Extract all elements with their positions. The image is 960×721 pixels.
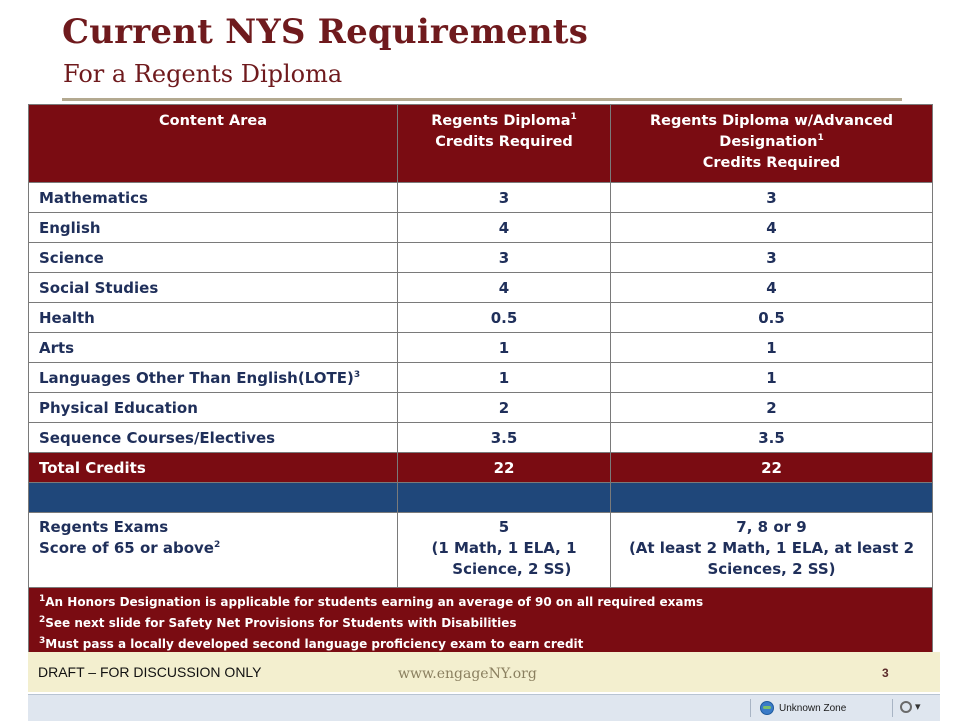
table-row [29,393,933,423]
advanced-credits-cell: 4 [611,213,933,243]
table-row [29,183,933,213]
advanced-credits-cell: 2 [611,393,933,423]
content-area-cell: Health [29,303,398,333]
slide-subtitle: For a Regents Diploma [63,60,343,88]
regents-credits-cell: 3.5 [398,423,611,453]
advanced-credits-cell: 3 [611,183,933,213]
globe-icon [760,701,774,715]
regents-exams-row [29,513,933,588]
total-advanced-value: 22 [611,453,933,483]
regents-credits-cell: 2 [398,393,611,423]
exams-advanced-cell: 7, 8 or 9 (At least 2 Math, 1 ELA, at least 2 Sciences, 2 SS) [611,513,933,588]
gear-icon [900,701,912,713]
header-regents-diploma: Regents Diploma$^1$ Credits Required [398,105,611,183]
regents-credits-cell: 4 [398,273,611,303]
addon-menu-button[interactable] [900,700,921,713]
content-area-cell: English [29,213,398,243]
browser-status-bar [28,694,940,721]
status-separator [892,699,893,717]
table-row [29,333,933,363]
content-area-cell: Science [29,243,398,273]
separator-band-row [29,483,933,513]
footnotes-row [29,588,933,661]
status-separator [750,699,751,717]
advanced-credits-cell: 1 [611,333,933,363]
content-area-cell: Social Studies [29,273,398,303]
table-row [29,303,933,333]
header-content-area: Content Area [29,105,398,183]
content-area-cell: Arts [29,333,398,363]
regents-credits-cell: 3 [398,183,611,213]
advanced-credits-cell: 0.5 [611,303,933,333]
advanced-credits-cell: 3.5 [611,423,933,453]
security-zone[interactable] [760,699,846,717]
total-label: Total Credits [29,453,398,483]
table-row [29,363,933,393]
regents-credits-cell: 1 [398,333,611,363]
draft-notice: DRAFT – FOR DISCUSSION ONLY [38,664,262,680]
chevron-down-icon: ▾ [915,701,921,713]
total-regents-value: 22 [398,453,611,483]
separator-band [29,483,398,513]
regents-credits-cell: 4 [398,213,611,243]
slide-footer [28,652,940,692]
title-divider [62,98,902,101]
header-advanced-designation: Regents Diploma w/Advanced Designation$^1$ Credits Required [611,105,933,183]
footnote: $^2$See next slide for Safety Net Provisions for Students with Disabilities [39,615,517,630]
page-number: 3 [882,666,889,680]
table-row [29,243,933,273]
slide-title: Current NYS Requirements [62,12,589,52]
total-credits-row [29,453,933,483]
table-row [29,213,933,243]
table-row [29,423,933,453]
footnotes-cell [29,588,933,661]
regents-credits-cell: 0.5 [398,303,611,333]
advanced-credits-cell: 3 [611,243,933,273]
footnote: $^3$Must pass a locally developed second language proficiency exam to earn credit [39,636,584,651]
exams-regents-cell: 5 (1 Math, 1 ELA, 1 Science, 2 SS) [398,513,611,588]
requirements-table [28,104,933,661]
table-row [29,273,933,303]
advanced-credits-cell: 4 [611,273,933,303]
table-header-row [29,105,933,183]
content-area-cell: Languages Other Than English(LOTE)$^3$ [29,363,398,393]
content-area-cell: Mathematics [29,183,398,213]
regents-credits-cell: 1 [398,363,611,393]
advanced-credits-cell: 1 [611,363,933,393]
footer-url: www.engageNY.org [398,666,537,682]
content-area-cell: Physical Education [29,393,398,423]
regents-credits-cell: 3 [398,243,611,273]
footnote: $^1$An Honors Designation is applicable for students earning an average of 90 on all required exams [39,594,704,609]
separator-band [398,483,611,513]
content-area-cell: Sequence Courses/Electives [29,423,398,453]
zone-label: Unknown Zone [779,702,847,714]
separator-band [611,483,933,513]
exams-label-cell: Regents Exams Score of 65 or above$^2$ [29,513,398,588]
